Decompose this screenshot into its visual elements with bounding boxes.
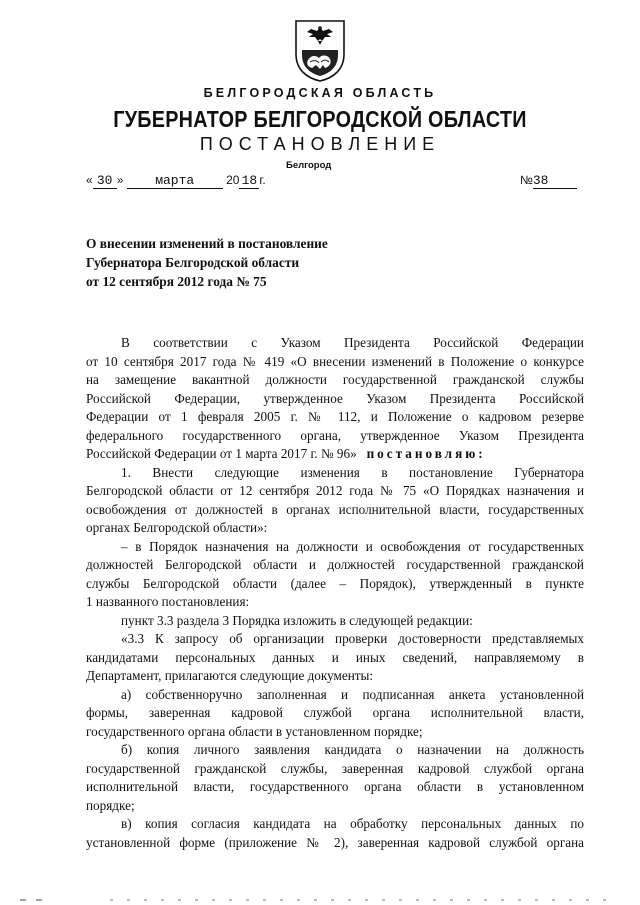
body-line: Российской Федерации, утвержденное Указом Президента Российской (86, 390, 584, 406)
city-name: Белгород (286, 160, 332, 171)
body-line: Департамент, прилагаются следующие документы: (86, 668, 374, 683)
number-value: 38 (533, 174, 577, 189)
body-line: службы Белгородской области (далее – Порядок), утвержденный в пункте (86, 575, 584, 591)
governor-title: ГУБЕРНАТОР БЕЛГОРОДСКОЙ ОБЛАСТИ (113, 106, 527, 132)
date-year-suffix: 18 (239, 174, 259, 189)
body-line: от 10 сентября 2017 года № 419 «О внесении изменений в Положение о конкурсе (86, 353, 584, 369)
document-date (86, 173, 266, 189)
date-close-quote: » (116, 173, 124, 187)
date-open-quote: « (86, 173, 93, 187)
body-line: государственного органа области в установленном порядке; (86, 723, 423, 739)
body-line: б) копия личного заявления кандидата о назначении на должность (121, 742, 584, 757)
body-line: – в Порядок назначения на должности и освобождения от государственных (121, 538, 584, 554)
body-line-text: Российской Федерации от 1 марта 2017 г. № 96» (86, 446, 357, 461)
body-line: должностей Белгородской области и должностей государственной гражданской (86, 557, 584, 572)
body-line (86, 445, 584, 464)
document-number (520, 173, 577, 189)
date-year-prefix: 20 (226, 173, 240, 187)
body-line: на замещение вакантной должности государственной гражданской службы (86, 372, 584, 387)
body-line: Белгородской области от 12 сентября 2012 года № 75 «О Порядках назначения и (86, 483, 584, 498)
body-line: установленной форме (приложение № 2), заверенная кадровой службой органа (86, 834, 584, 850)
body-line: В соответствии с Указом Президента Российской Федерации (121, 335, 584, 350)
body-line: государственной гражданской службы, заверенная кадровой службой органа (86, 760, 584, 776)
body-line: исполнительной власти, государственного органа области в установленном (86, 779, 584, 794)
coat-of-arms-emblem (293, 18, 347, 82)
body-line: порядке; (86, 797, 135, 813)
date-year-mark: г. (259, 173, 266, 187)
body-line: 1 названного постановления: (86, 594, 250, 609)
body-line: 1. Внести следующие изменения в постановление Губернатора (121, 464, 584, 480)
document-subject (86, 234, 446, 291)
subject-line: О внесении изменений в постановление (86, 236, 328, 251)
subject-line: от 12 сентября 2012 года № 75 (86, 274, 267, 289)
document-body (86, 334, 584, 852)
body-line: органах Белгородской области»: (86, 520, 268, 535)
region-name: БЕЛГОРОДСКАЯ ОБЛАСТЬ (203, 86, 437, 100)
subject-line: Губернатора Белгородской области (86, 255, 300, 270)
date-day: 30 (93, 174, 117, 189)
body-line: федерального государственного органа, утвержденное Указом Президента (86, 427, 584, 443)
body-line: формы, заверенная кадровой службой органа исполнительной власти, (86, 705, 584, 720)
decree-keyword: постановляю: (366, 446, 486, 461)
body-line: Федерации от 1 февраля 2005 г. № 112, и Положение о кадровом резерве (86, 409, 584, 424)
number-label: № (520, 173, 533, 187)
body-line: кандидатами персональных данных и иных сведений, направляемому в (86, 649, 584, 665)
body-line: а) собственноручно заполненная и подписанная анкета установленной (121, 686, 584, 702)
body-line: в) копия согласия кандидата на обработку персональных данных по (121, 816, 584, 831)
scan-edge-artifact (20, 898, 620, 902)
body-line: пункт 3.3 раздела 3 Порядка изложить в следующей редакции: (121, 612, 473, 628)
body-line: «3.3 К запросу об организации проверки достоверности представляемых (121, 631, 584, 646)
date-month: марта (127, 174, 223, 189)
document-type: ПОСТАНОВЛЕНИЕ (199, 134, 441, 154)
body-line: освобождения от должностей в органах исполнительной власти, государственных (86, 501, 584, 517)
